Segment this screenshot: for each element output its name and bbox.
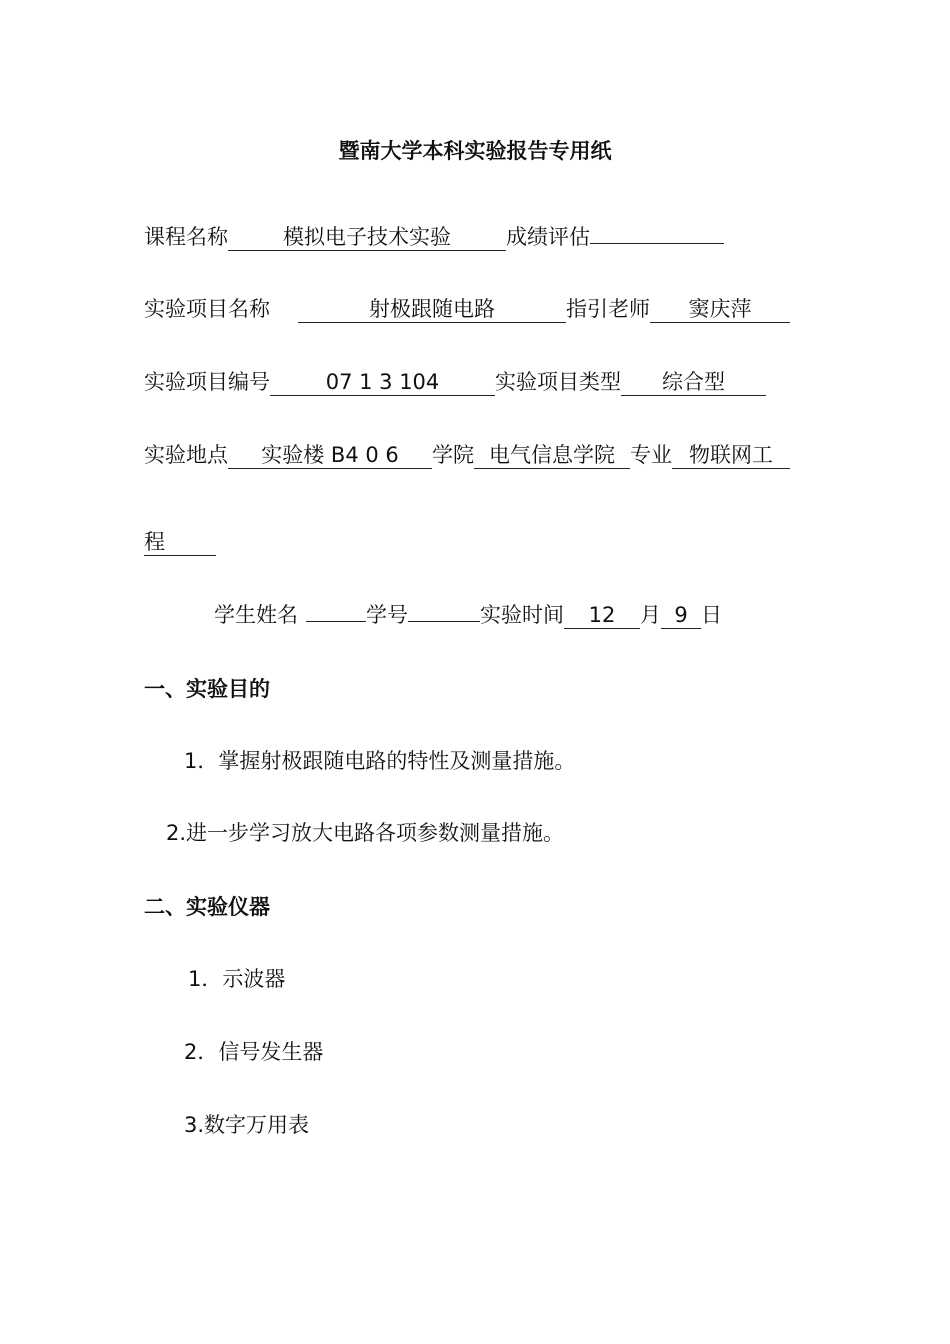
page-title: 暨南大学本科实验报告专用纸 xyxy=(338,139,612,163)
student-name-label: 学生姓名 xyxy=(214,603,298,627)
student-name-value xyxy=(306,621,366,622)
teacher-label: 指引老师 xyxy=(566,297,650,321)
major-value: 物联网工 xyxy=(672,442,790,469)
student-id-label: 学号 xyxy=(366,603,408,627)
location-row-cont xyxy=(144,527,216,557)
project-no-value: 07 1 3 104 xyxy=(270,369,495,396)
section1-item-2: 2.进一步学习放大电路各项参数测量措施。 xyxy=(166,821,565,845)
section1-heading: 一、实验目的 xyxy=(144,677,270,701)
major-value-cont: 程 xyxy=(144,529,216,556)
location-label: 实验地点 xyxy=(144,443,228,467)
day-value: 9 xyxy=(661,602,701,629)
major-label: 专业 xyxy=(630,443,672,467)
location-value: 实验楼 B4 0 6 xyxy=(228,442,432,469)
project-type-value: 综合型 xyxy=(621,369,766,396)
student-row xyxy=(214,600,722,630)
grade-label: 成绩评估 xyxy=(506,225,590,249)
section2-item-1: 1．示波器 xyxy=(188,967,286,991)
grade-value xyxy=(590,243,724,244)
course-label: 课程名称 xyxy=(144,225,228,249)
section2-item-3: 3.数字万用表 xyxy=(184,1113,310,1137)
project-type-label: 实验项目类型 xyxy=(495,370,621,394)
project-row xyxy=(144,294,790,324)
time-label: 实验时间 xyxy=(480,603,564,627)
month-label: 月 xyxy=(640,603,661,627)
project-value: 射极跟随电路 xyxy=(298,296,566,323)
section2-item-2: 2．信号发生器 xyxy=(184,1040,324,1064)
project-no-row xyxy=(144,367,766,397)
month-value: 12 xyxy=(564,602,640,629)
course-row xyxy=(144,222,724,252)
college-value: 电气信息学院 xyxy=(474,442,630,469)
section1-item-1: 1．掌握射极跟随电路的特性及测量措施。 xyxy=(184,749,576,773)
college-label: 学院 xyxy=(432,443,474,467)
section2-heading: 二、实验仪器 xyxy=(144,895,270,919)
student-id-value xyxy=(408,621,480,622)
location-row xyxy=(144,440,790,470)
course-value: 模拟电子技术实验 xyxy=(228,224,506,251)
day-label: 日 xyxy=(701,603,722,627)
teacher-value: 窦庆萍 xyxy=(650,296,790,323)
project-label: 实验项目名称 xyxy=(144,297,270,321)
project-no-label: 实验项目编号 xyxy=(144,370,270,394)
